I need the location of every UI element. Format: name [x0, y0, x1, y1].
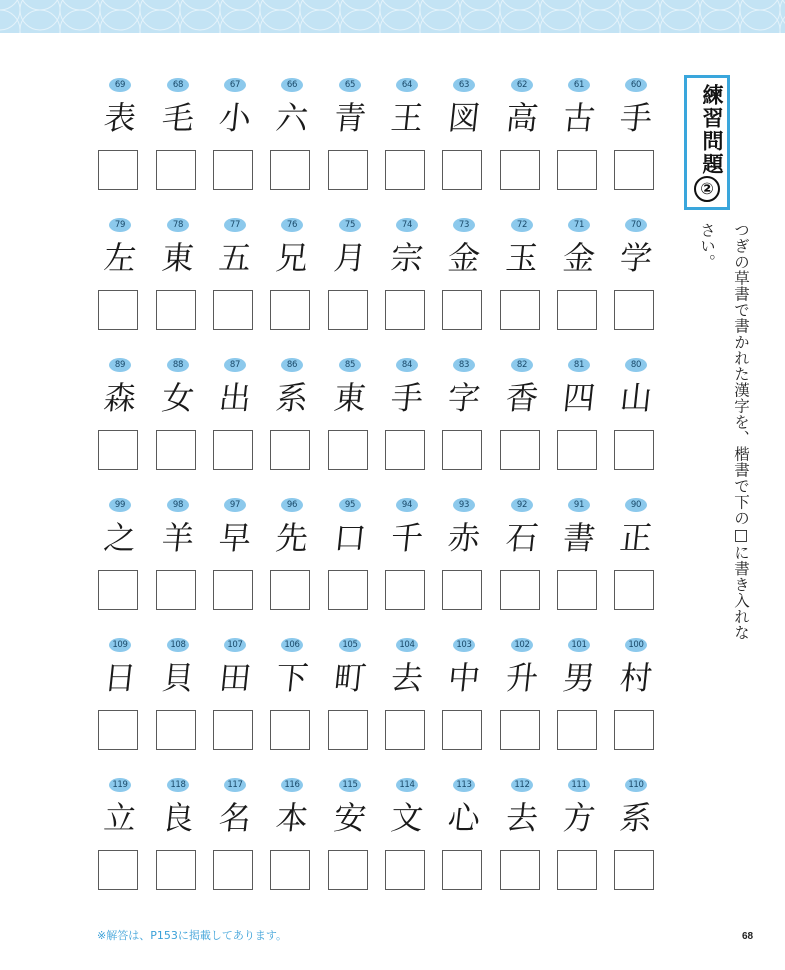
question-number-badge: 69: [109, 78, 131, 92]
question-number-badge: 117: [224, 778, 246, 792]
cursive-character: 中: [445, 659, 482, 697]
answer-box[interactable]: [270, 850, 310, 890]
question-number-badge: 88: [167, 358, 189, 372]
answer-box[interactable]: [328, 150, 368, 190]
question-number-badge: 60: [625, 78, 647, 92]
cursive-character: 東: [331, 379, 368, 417]
question-number-badge: 86: [281, 358, 303, 372]
cursive-character: 青: [331, 99, 368, 137]
answer-box[interactable]: [270, 710, 310, 750]
answer-box[interactable]: [557, 290, 597, 330]
cursive-character: 表: [101, 99, 138, 137]
cursive-character: 宗: [388, 239, 425, 277]
cursive-character: 安: [331, 799, 368, 837]
question-number-badge: 79: [109, 218, 131, 232]
instruction-text: つぎの草書で書かれた漢字を、楷書で下の□に書き入れなさい。: [698, 222, 750, 641]
answer-box[interactable]: [557, 850, 597, 890]
question-number-badge: 75: [339, 218, 361, 232]
cursive-character: 王: [388, 99, 425, 137]
answer-box[interactable]: [557, 150, 597, 190]
question-number-badge: 115: [339, 778, 361, 792]
answer-box[interactable]: [385, 290, 425, 330]
question-number-badge: 77: [224, 218, 246, 232]
question-number-badge: 82: [511, 358, 533, 372]
cursive-character: 毛: [159, 99, 196, 137]
answer-box[interactable]: [385, 710, 425, 750]
question-number-badge: 114: [396, 778, 418, 792]
question-number-badge: 72: [511, 218, 533, 232]
cursive-character: 古: [560, 99, 597, 137]
question-number-badge: 63: [453, 78, 475, 92]
answer-box[interactable]: [442, 150, 482, 190]
answer-box[interactable]: [500, 710, 540, 750]
question-number-badge: 64: [396, 78, 418, 92]
question-number-badge: 107: [224, 638, 246, 652]
question-number-badge: 105: [339, 638, 361, 652]
question-number-badge: 109: [109, 638, 131, 652]
answer-box[interactable]: [156, 850, 196, 890]
question-number-badge: 70: [625, 218, 647, 232]
question-number-badge: 92: [511, 498, 533, 512]
answer-box[interactable]: [98, 850, 138, 890]
question-number-badge: 67: [224, 78, 246, 92]
cursive-character: 香: [503, 379, 540, 417]
cursive-character: 月: [331, 239, 368, 277]
answer-box[interactable]: [328, 290, 368, 330]
question-number-badge: 85: [339, 358, 361, 372]
answer-box[interactable]: [213, 290, 253, 330]
answer-box[interactable]: [557, 430, 597, 470]
answer-box[interactable]: [500, 850, 540, 890]
cursive-character: 金: [445, 239, 482, 277]
cursive-character: 早: [216, 519, 253, 557]
question-number-badge: 84: [396, 358, 418, 372]
question-number-badge: 87: [224, 358, 246, 372]
answer-box[interactable]: [614, 850, 654, 890]
cursive-character: 正: [617, 519, 654, 557]
cursive-character: 森: [101, 379, 138, 417]
question-number-badge: 73: [453, 218, 475, 232]
answer-box[interactable]: [213, 850, 253, 890]
answer-box[interactable]: [156, 430, 196, 470]
cursive-character: 手: [388, 379, 425, 417]
answer-box[interactable]: [557, 570, 597, 610]
cursive-character: 下: [273, 659, 310, 697]
answer-box[interactable]: [213, 150, 253, 190]
answer-box[interactable]: [328, 570, 368, 610]
answer-box[interactable]: [500, 290, 540, 330]
answer-box[interactable]: [213, 570, 253, 610]
question-number-badge: 65: [339, 78, 361, 92]
cursive-character: 升: [503, 659, 540, 697]
answer-box[interactable]: [442, 570, 482, 610]
answer-box[interactable]: [500, 570, 540, 610]
cursive-character: 赤: [445, 519, 482, 557]
question-number-badge: 119: [109, 778, 131, 792]
cursive-character: 女: [159, 379, 196, 417]
cursive-character: 高: [503, 99, 540, 137]
question-number-badge: 83: [453, 358, 475, 372]
cursive-character: 貝: [159, 659, 196, 697]
answer-box[interactable]: [385, 150, 425, 190]
answer-box[interactable]: [442, 850, 482, 890]
cursive-character: 小: [216, 99, 253, 137]
cursive-character: 左: [101, 239, 138, 277]
answer-box[interactable]: [385, 430, 425, 470]
question-number-badge: 61: [568, 78, 590, 92]
cursive-character: 学: [617, 239, 654, 277]
question-number-badge: 93: [453, 498, 475, 512]
answer-box[interactable]: [98, 430, 138, 470]
cursive-character: 日: [101, 659, 138, 697]
cursive-character: 玉: [503, 239, 540, 277]
answer-box[interactable]: [156, 150, 196, 190]
cursive-character: 之: [101, 519, 138, 557]
answer-box[interactable]: [328, 710, 368, 750]
question-number-badge: 118: [167, 778, 189, 792]
exercise-title-box: [684, 75, 730, 210]
question-number-badge: 94: [396, 498, 418, 512]
cursive-character: 本: [273, 799, 310, 837]
cursive-character: 書: [560, 519, 597, 557]
answer-box[interactable]: [500, 150, 540, 190]
cursive-character: 立: [101, 799, 138, 837]
cursive-character: 四: [560, 379, 597, 417]
question-number-badge: 102: [511, 638, 533, 652]
answer-box[interactable]: [98, 290, 138, 330]
cursive-character: 金: [560, 239, 597, 277]
cursive-character: 村: [617, 659, 654, 697]
answer-box[interactable]: [614, 150, 654, 190]
question-number-badge: 95: [339, 498, 361, 512]
answer-box[interactable]: [442, 710, 482, 750]
cursive-character: 男: [560, 659, 597, 697]
question-number-badge: 106: [281, 638, 303, 652]
answer-box[interactable]: [270, 290, 310, 330]
answer-box[interactable]: [442, 430, 482, 470]
answer-box[interactable]: [98, 570, 138, 610]
question-number-badge: 68: [167, 78, 189, 92]
question-number-badge: 76: [281, 218, 303, 232]
answer-box[interactable]: [385, 850, 425, 890]
page-number: 68: [742, 931, 754, 942]
question-number-badge: 104: [396, 638, 418, 652]
cursive-character: 五: [216, 239, 253, 277]
cursive-character: 石: [503, 519, 540, 557]
cursive-character: 系: [273, 379, 310, 417]
exercise-number: ②: [694, 176, 720, 202]
question-number-badge: 112: [511, 778, 533, 792]
cursive-character: 出: [216, 379, 253, 417]
question-number-badge: 98: [167, 498, 189, 512]
question-number-badge: 78: [167, 218, 189, 232]
cursive-character: 六: [273, 99, 310, 137]
answer-box[interactable]: [614, 710, 654, 750]
question-number-badge: 113: [453, 778, 475, 792]
cursive-character: 系: [617, 799, 654, 837]
question-number-badge: 90: [625, 498, 647, 512]
cursive-character: 千: [388, 519, 425, 557]
answer-box[interactable]: [98, 710, 138, 750]
cursive-character: 図: [445, 99, 482, 137]
answer-box[interactable]: [614, 570, 654, 610]
question-number-badge: 91: [568, 498, 590, 512]
cursive-character: 山: [617, 379, 654, 417]
question-number-badge: 111: [568, 778, 590, 792]
exercise-title: 練習問題: [700, 84, 724, 176]
answer-box[interactable]: [442, 290, 482, 330]
cursive-character: 方: [560, 799, 597, 837]
answer-box[interactable]: [156, 290, 196, 330]
cursive-character: 去: [503, 799, 540, 837]
answer-box[interactable]: [270, 430, 310, 470]
answer-box[interactable]: [98, 150, 138, 190]
answer-box[interactable]: [557, 710, 597, 750]
cursive-character: 心: [445, 799, 482, 837]
cursive-character: 文: [388, 799, 425, 837]
answer-box[interactable]: [328, 850, 368, 890]
cursive-character: 田: [216, 659, 253, 697]
question-number-badge: 74: [396, 218, 418, 232]
answer-box[interactable]: [500, 430, 540, 470]
question-number-badge: 80: [625, 358, 647, 372]
cursive-character: 去: [388, 659, 425, 697]
cursive-character: 口: [331, 519, 368, 557]
question-number-badge: 103: [453, 638, 475, 652]
cursive-character: 手: [617, 99, 654, 137]
answer-box[interactable]: [270, 570, 310, 610]
answer-box[interactable]: [156, 570, 196, 610]
question-number-badge: 110: [625, 778, 647, 792]
question-number-badge: 66: [281, 78, 303, 92]
answer-box[interactable]: [156, 710, 196, 750]
answer-box[interactable]: [213, 710, 253, 750]
question-number-badge: 62: [511, 78, 533, 92]
cursive-character: 町: [331, 659, 368, 697]
cursive-character: 先: [273, 519, 310, 557]
cursive-character: 羊: [159, 519, 196, 557]
cursive-character: 名: [216, 799, 253, 837]
question-number-badge: 100: [625, 638, 647, 652]
question-number-badge: 96: [281, 498, 303, 512]
question-number-badge: 99: [109, 498, 131, 512]
question-number-badge: 89: [109, 358, 131, 372]
question-number-badge: 101: [568, 638, 590, 652]
question-number-badge: 97: [224, 498, 246, 512]
question-number-badge: 108: [167, 638, 189, 652]
answer-note: ※解答は、P153に掲載してあります。: [97, 929, 287, 942]
answer-box[interactable]: [614, 290, 654, 330]
question-number-badge: 116: [281, 778, 303, 792]
cursive-character: 兄: [273, 239, 310, 277]
question-number-badge: 81: [568, 358, 590, 372]
cursive-character: 東: [159, 239, 196, 277]
cursive-character: 字: [445, 379, 482, 417]
answer-box[interactable]: [328, 430, 368, 470]
answer-box[interactable]: [270, 150, 310, 190]
answer-box[interactable]: [614, 430, 654, 470]
answer-box[interactable]: [385, 570, 425, 610]
question-number-badge: 71: [568, 218, 590, 232]
answer-box[interactable]: [213, 430, 253, 470]
cursive-character: 良: [159, 799, 196, 837]
